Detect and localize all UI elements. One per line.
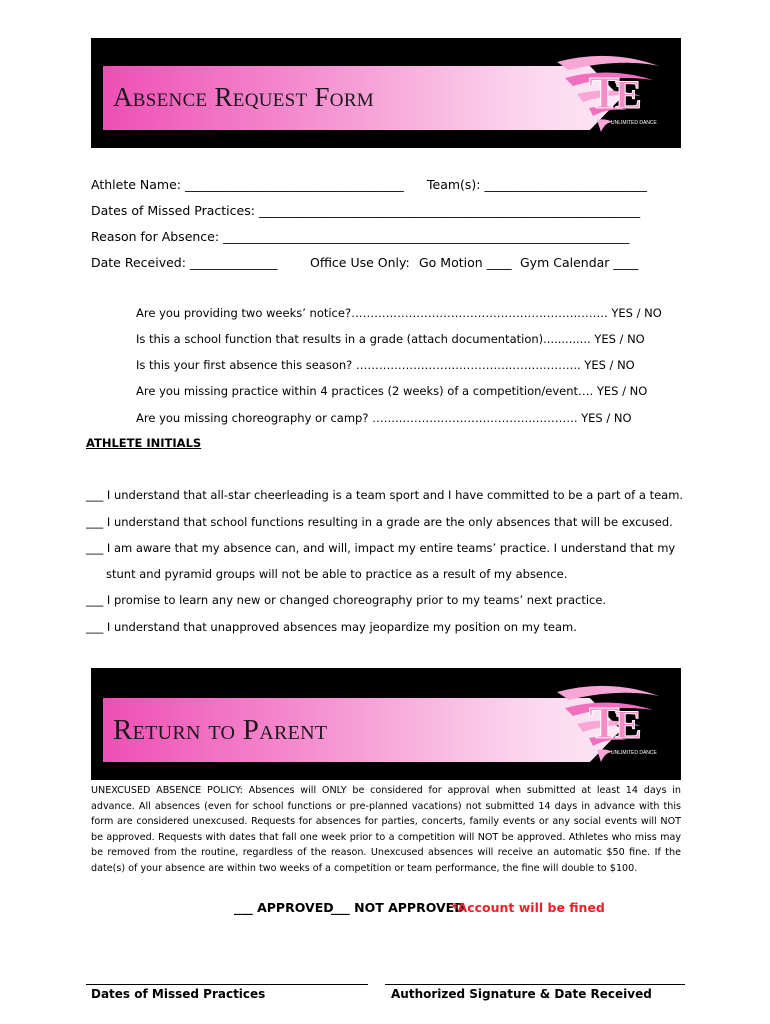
gym-calendar-field[interactable]: Gym Calendar ____ [520,255,639,270]
question-item[interactable]: Is this a school function that results in a grade (attach documentation)............. YES / NO [136,332,645,346]
absence-policy-text: UNEXCUSED ABSENCE POLICY: Absences will ONLY be considered for approval when submitted at least 14 days in advance. All absences (even for school functions or pre-planned vacations) not submitted 14 days in advance with this form are considered unexcused. Requests for absences for parties, concerts, family events or any social events will NOT be approved. Requests with dates that fall one week prior to a competition will NOT be approved. Athletes who miss may be removed from the routine, regardless of the reason. Unexcused absences will receive an automatic $50 fine. If the date(s) of your absence are within two weeks of a competition or team performance, the fine will double to $100. [91,785,681,874]
reason-field[interactable]: Reason for Absence: _________________________________________________________________ [91,229,630,244]
athlete-name-field[interactable]: Athlete Name: ___________________________________ [91,177,404,192]
authorized-signature-line[interactable] [385,984,685,985]
initials-item[interactable]: ___ I promise to learn any new or changed choreography prior to my teams’ next practice. [86,593,607,607]
question-item[interactable]: Are you providing two weeks’ notice?…………………………………………………………. YES / NO [136,306,662,320]
svg-text:T: T [589,67,620,118]
initials-heading: ATHLETE INITIALS [86,436,202,450]
header-banner [91,38,681,148]
svg-text:T: T [589,697,620,748]
not-approved-field[interactable]: ___ NOT APPROVED [331,900,465,915]
go-motion-field[interactable]: Go Motion ____ [419,255,512,270]
approved-field[interactable]: ___ APPROVED [234,900,334,915]
office-use-label: Office Use Only: [310,255,410,270]
fine-note: *Account will be fined [451,900,605,915]
date-received-field[interactable]: Date Received: ______________ [91,255,278,270]
question-item[interactable]: Is this your first absence this season? ……….…….……….………….……….……... YES / NO [136,358,635,372]
initials-item[interactable]: ___ I am aware that my absence can, and will, impact my entire teams’ practice. I understand that my [86,541,676,555]
authorized-signature-label: Authorized Signature & Date Received [391,987,652,1001]
form-title: Absence Request Form [113,82,374,112]
svg-text:E: E [615,702,642,747]
initials-item[interactable]: ___ I understand that school functions resulting in a grade are the only absences that will be excused. [86,515,673,529]
svg-text:UNLIMITED DANCE: UNLIMITED DANCE [611,750,657,756]
svg-text:E: E [615,72,642,117]
return-title: Return to Parent [113,714,328,746]
return-banner [91,668,681,780]
teams-field[interactable]: Team(s): __________________________ [427,177,647,192]
dates-signature-line[interactable] [86,984,368,985]
question-item[interactable]: Are you missing choreography or camp? ……..………..………….………..……….. YES / NO [136,411,632,425]
initials-item-continuation: stunt and pyramid groups will not be able to practice as a result of my absence. [106,567,568,581]
dates-missed-field[interactable]: Dates of Missed Practices: _____________________________________________________________ [91,203,641,218]
tornado-logo-icon [549,48,667,140]
tornado-logo-icon [549,678,667,770]
dates-signature-label: Dates of Missed Practices [91,987,266,1001]
svg-text:UNLIMITED DANCE: UNLIMITED DANCE [611,120,657,126]
question-item[interactable]: Are you missing practice within 4 practices (2 weeks) of a competition/event…. YES / NO [136,384,648,398]
initials-item[interactable]: ___ I understand that all-star cheerleading is a team sport and I have committed to be a part of a team. [86,488,684,502]
initials-item[interactable]: ___ I understand that unapproved absences may jeopardize my position on my team. [86,620,577,634]
